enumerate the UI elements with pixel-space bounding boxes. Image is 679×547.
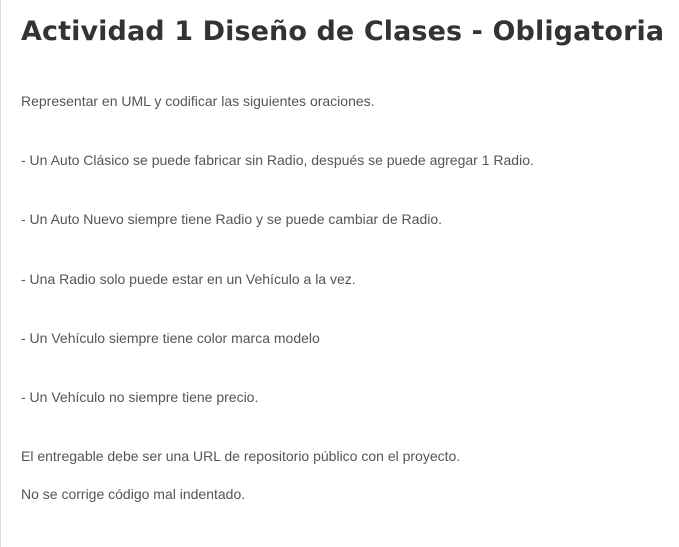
- deliverable-text: El entregable debe ser una URL de repositorio público con el proyecto.: [21, 448, 461, 464]
- requirement-item: - Un Auto Nuevo siempre tiene Radio y se puede cambiar de Radio.: [21, 211, 443, 227]
- indentation-note: No se corrige código mal indentado.: [21, 486, 246, 502]
- activity-intro: Representar en UML y codificar las siguientes oraciones.: [21, 93, 375, 109]
- requirement-item: - Un Auto Clásico se puede fabricar sin Radio, después se puede agregar 1 Radio.: [21, 152, 534, 168]
- requirement-item: - Un Vehículo siempre tiene color marca modelo: [21, 330, 320, 346]
- requirement-item: - Una Radio solo puede estar en un Vehículo a la vez.: [21, 271, 356, 287]
- requirement-item: - Un Vehículo no siempre tiene precio.: [21, 389, 259, 405]
- content-left-border: [0, 0, 1, 547]
- page-title: Actividad 1 Diseño de Clases - Obligatoria: [21, 16, 665, 47]
